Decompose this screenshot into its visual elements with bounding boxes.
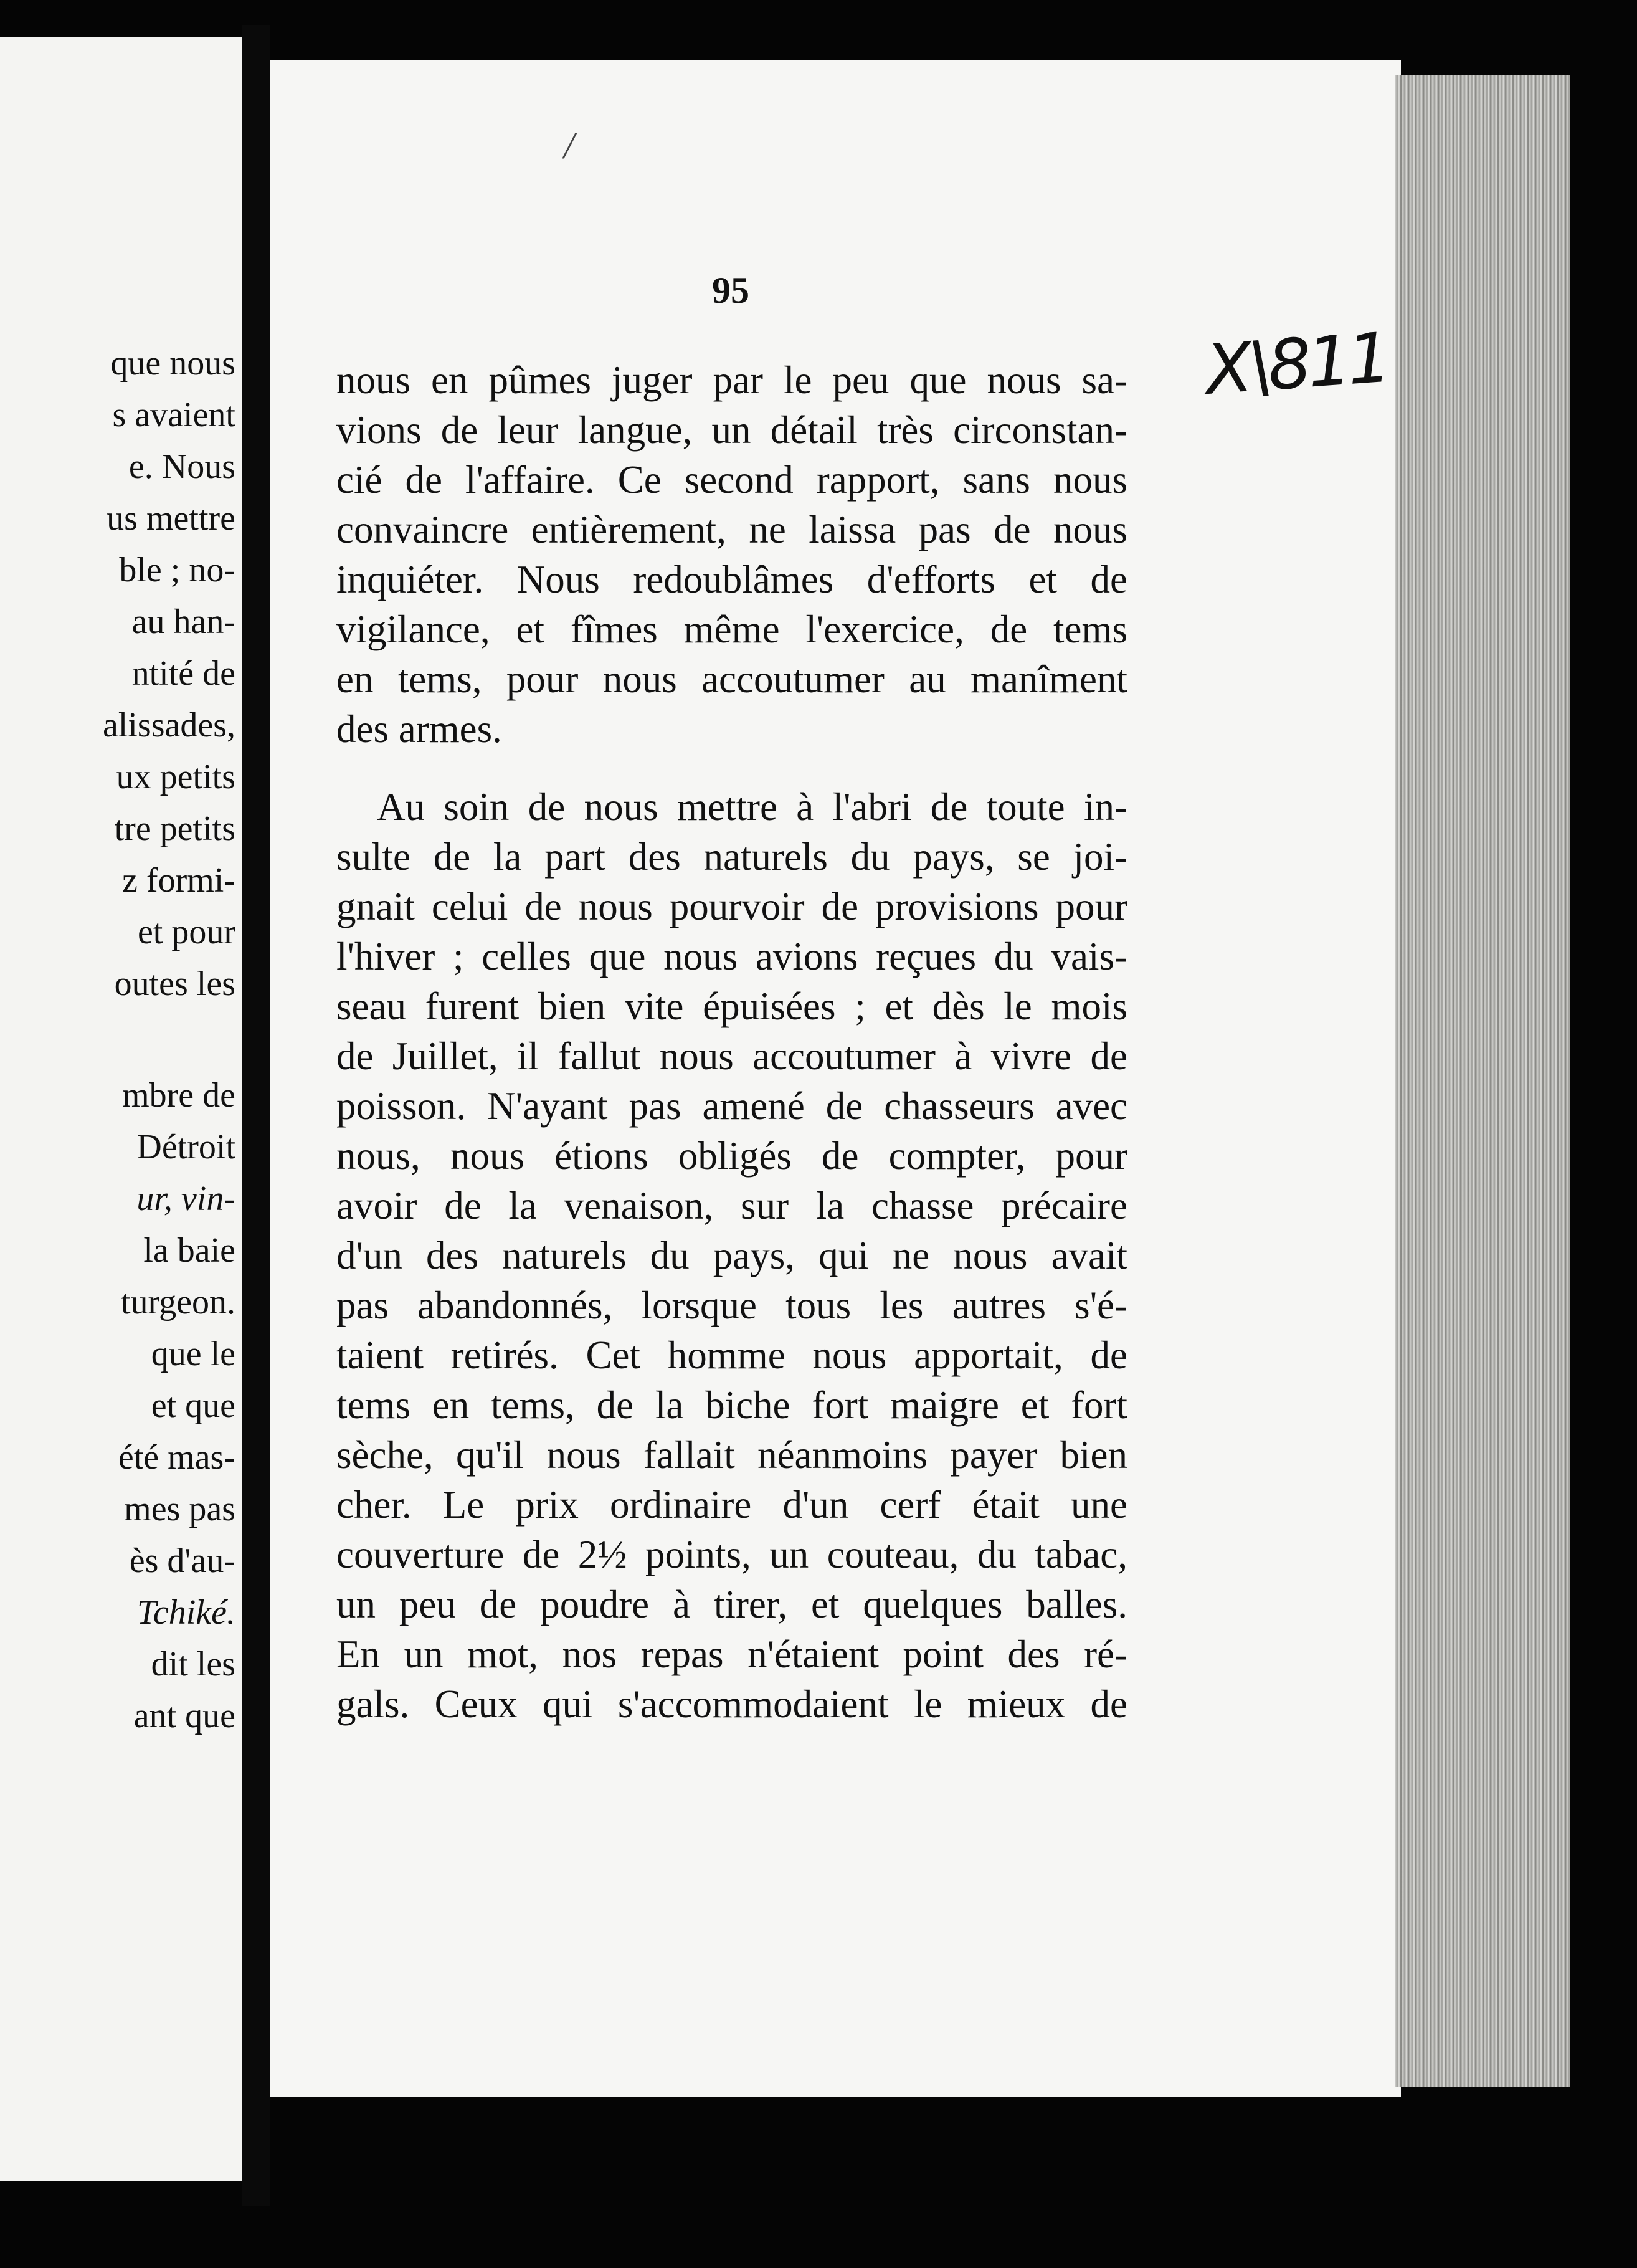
text-line: sèche, qu'il nous fallait néanmoins payer bien [336, 1433, 1127, 1477]
text-line: d'un des naturels du pays, qui ne nous avait [336, 1234, 1127, 1277]
left-line: que nous [110, 344, 235, 383]
left-line: alissades, [102, 706, 235, 745]
text-line: cher. Le prix ordinaire d'un cerf était une [336, 1483, 1127, 1527]
text-line: tems en tems, de la biche fort maigre et fort [336, 1383, 1127, 1427]
left-line: mes pas [124, 1490, 235, 1528]
text-line: inquiéter. Nous redoublâmes d'efforts et de [336, 558, 1127, 601]
text-line: convaincre entièrement, ne laissa pas de nous [336, 508, 1127, 551]
left-line: que le [151, 1335, 235, 1373]
text-line: nous en pûmes juger par le peu que nous sa- [336, 358, 1127, 402]
text-line: vigilance, et fîmes même l'exercice, de tems [336, 608, 1127, 651]
text-line: un peu de poudre à tirer, et quelques balles. [336, 1583, 1127, 1626]
left-line: mbre de [122, 1076, 235, 1115]
text-line: sulte de la part des naturels du pays, se joi- [336, 835, 1127, 879]
left-line: outes les [114, 965, 235, 1003]
text-line: avoir de la venaison, sur la chasse précaire [336, 1184, 1127, 1227]
text-line: des armes. [336, 707, 502, 751]
left-line: turgeon. [120, 1283, 235, 1322]
left-line: z formi- [122, 861, 235, 900]
text-line: gals. Ceux qui s'accommodaient le mieux de [336, 1682, 1127, 1726]
text-line: Au soin de nous mettre à l'abri de toute in- [377, 785, 1127, 829]
left-line: ntité de [131, 654, 235, 693]
text-line: poisson. N'ayant pas amené de chasseurs avec [336, 1084, 1127, 1128]
text-line: nous, nous étions obligés de compter, pour [336, 1134, 1127, 1178]
text-line: En un mot, nos repas n'étaient point des ré- [336, 1632, 1127, 1676]
left-line: ur, vin- [136, 1179, 235, 1218]
left-line: et que [151, 1386, 235, 1425]
text-line: seau furent bien vite épuisées ; et dès le mois [336, 984, 1127, 1028]
left-line: ux petits [116, 758, 235, 796]
left-line: au han- [131, 603, 235, 641]
text-line: cié de l'affaire. Ce second rapport, sans nous [336, 458, 1127, 502]
left-line: Détroit [136, 1128, 235, 1166]
text-line: de Juillet, il fallut nous accoutumer à vivre de [336, 1034, 1127, 1078]
left-line: ès d'au- [129, 1541, 235, 1580]
text-line: en tems, pour nous accoutumer au manîment [336, 657, 1127, 701]
text-line: couverture de 2½ points, un couteau, du tabac, [336, 1533, 1127, 1576]
left-line: la baie [143, 1231, 235, 1270]
text-line: vions de leur langue, un détail très circonstan- [336, 408, 1127, 452]
left-line: et pour [137, 913, 235, 951]
text-line: l'hiver ; celles que nous avions reçues du vais- [336, 935, 1127, 978]
text-line: taient retirés. Cet homme nous apportait, de [336, 1333, 1127, 1377]
left-line: Tchiké. [136, 1593, 235, 1632]
handwritten-annotation: X\811 [1202, 317, 1390, 411]
page-number: 95 [712, 270, 749, 311]
left-line: ant que [133, 1697, 235, 1735]
left-line: tre petits [114, 809, 235, 848]
left-line: ble ; no- [119, 551, 235, 589]
left-line: été mas- [118, 1438, 235, 1477]
text-line: pas abandonnés, lorsque tous les autres s'é- [336, 1284, 1127, 1327]
left-line: e. Nous [128, 447, 235, 486]
text-line: gnait celui de nous pourvoir de provisions pour [336, 885, 1127, 928]
pencil-mark: / [564, 125, 574, 166]
left-line: dit les [151, 1645, 235, 1684]
left-line: s avaient [112, 396, 235, 434]
left-line: us mettre [107, 499, 235, 538]
